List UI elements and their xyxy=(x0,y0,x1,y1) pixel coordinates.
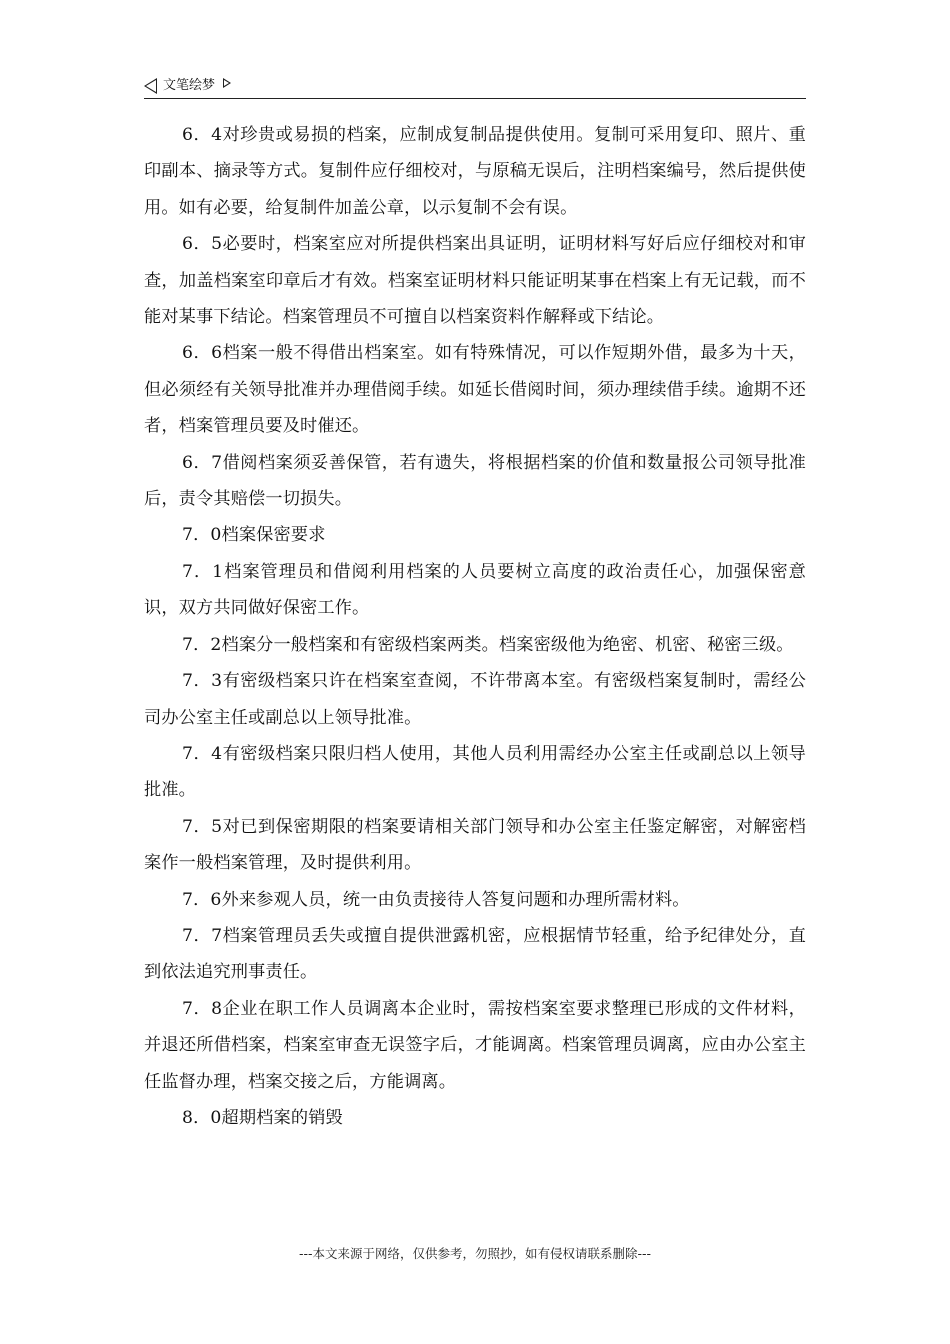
paragraph-7-8: 7．8企业在职工作人员调离本企业时，需按档案室要求整理已形成的文件材料，并退还所借档案，档案室审查无误签字后，才能调离。档案管理员调离，应由办公室主任监督办理，档案交接之后，方能调离。 xyxy=(144,998,806,1092)
section-heading-8-0: 8．0超期档案的销毁 xyxy=(182,1107,343,1128)
triangle-right-icon xyxy=(223,78,231,88)
paragraph-7-2: 7．2档案分一般档案和有密级档案两类。档案密级他为绝密、机密、秘密三级。 xyxy=(182,634,794,655)
paragraph-7-3: 7．3有密级档案只许在档案室查阅，不许带离本室。有密级档案复制时，需经公司办公室主任或副总以上领导批准。 xyxy=(144,671,806,728)
paragraph-6-6: 6．6档案一般不得借出档案室。如有特殊情况，可以作短期外借，最多为十天，但必须经有关领导批准并办理借阅手续。如延长借阅时间，须办理续借手续。逾期不还者，档案管理员要及时催还。 xyxy=(144,343,806,437)
paragraph-6-5: 6．5必要时，档案室应对所提供档案出具证明，证明材料写好后应仔细校对和审查，加盖档案室印章后才有效。档案室证明材料只能证明某事在档案上有无记载，而不能对某事下结论。档案管理员不可擅自以档案资料作解释或下结论。 xyxy=(144,234,806,328)
paragraph-7-7: 7．7档案管理员丢失或擅自提供泄露机密，应根据情节轻重，给予纪律处分，直到依法追究刑事责任。 xyxy=(144,925,806,983)
header-title: 文笔绘梦 xyxy=(163,78,216,93)
document-body xyxy=(144,117,806,1136)
triangle-left-icon xyxy=(144,78,157,94)
page-footer: ---本文来源于网络，仅供参考，勿照抄，如有侵权请联系删除--- xyxy=(298,1246,652,1261)
section-heading-7-0: 7．0档案保密要求 xyxy=(182,525,326,546)
page-header xyxy=(144,74,806,99)
paragraph-7-1: 7．1档案管理员和借阅利用档案的人员要树立高度的政治责任心，加强保密意识，双方共同做好保密工作。 xyxy=(144,561,806,619)
paragraph-7-6: 7．6外来参观人员，统一由负责接待人答复问题和办理所需材料。 xyxy=(182,889,690,910)
paragraph-7-4: 7．4有密级档案只限归档人使用，其他人员利用需经办公室主任或副总以上领导批准。 xyxy=(144,743,806,801)
paragraph-6-7: 6．7借阅档案须妥善保管，若有遗失，将根据档案的价值和数量报公司领导批准后，责令其赔偿一切损失。 xyxy=(144,452,806,510)
paragraph-7-5: 7．5对已到保密期限的档案要请相关部门领导和办公室主任鉴定解密，对解密档案作一般档案管理，及时提供利用。 xyxy=(144,816,806,874)
paragraph-6-4: 6．4对珍贵或易损的档案，应制成复制品提供使用。复制可采用复印、照片、重印副本、摘录等方式。复制件应仔细校对，与原稿无误后，注明档案编号，然后提供使用。如有必要，给复制件加盖公章，以示复制不会有误。 xyxy=(144,125,806,218)
